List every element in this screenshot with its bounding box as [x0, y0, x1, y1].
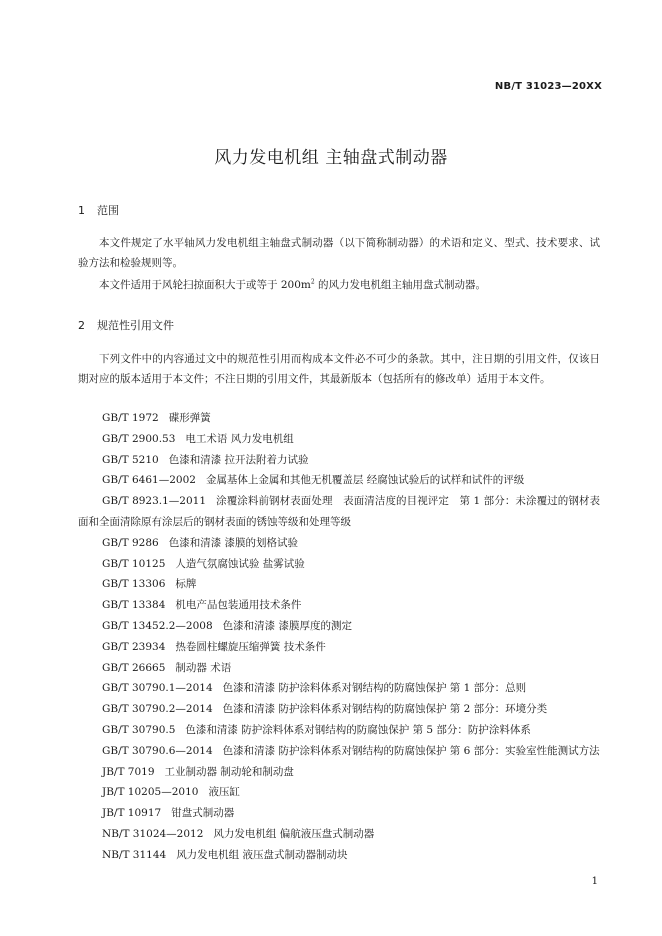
reference-code: GB/T 30790.5	[102, 723, 176, 736]
reference-title: 色漆和清漆 防护涂料体系对钢结构的防腐蚀保护 第 1 部分：总则	[222, 682, 527, 695]
reference-title: 色漆和清漆 拉开法附着力试验	[168, 453, 309, 466]
document-title: 风力发电机组 主轴盘式制动器	[214, 148, 448, 168]
reference-title: 金属基体上金属和其他无机覆盖层 经腐蚀试验后的试样和试件的评级	[205, 474, 525, 487]
reference-title: 风力发电机组 液压盘式制动器制动块	[176, 848, 348, 861]
reference-code: GB/T 2900.53	[102, 432, 176, 445]
reference-code: NB/T 31144	[102, 848, 167, 861]
section-number: 1	[78, 204, 85, 217]
reference-code: JB/T 10205—2010	[102, 786, 199, 799]
reference-code: GB/T 8923.1—2011	[102, 495, 207, 508]
reference-item	[78, 554, 600, 575]
reference-code: GB/T 30790.6—2014	[102, 744, 213, 757]
reference-title: 色漆和清漆 防护涂料体系对钢结构的防腐蚀保护 第 2 部分：环境分类	[222, 703, 548, 716]
reference-title: 制动器 术语	[175, 661, 232, 674]
reference-title: 液压缸	[208, 786, 240, 799]
section-number: 2	[78, 319, 85, 332]
reference-item	[78, 637, 600, 658]
reference-item	[78, 803, 600, 824]
reference-title: 色漆和清漆 防护涂料体系对钢结构的防腐蚀保护 第 6 部分：实验室性能测试方法	[222, 744, 600, 757]
reference-title: 人造气氛腐蚀试验 盐雾试验	[175, 557, 305, 570]
reference-code: JB/T 7019	[102, 765, 155, 778]
reference-title: 碟形弹簧	[168, 412, 211, 424]
reference-code: GB/T 9286	[102, 536, 159, 549]
paragraph-text: 本文件规定了水平轴风力发电机组主轴盘式制动器（以下简称制动器）的术语和定义、型式、技术要求、试验方法和检验规则等。	[78, 237, 600, 269]
reference-code: GB/T 13306	[102, 578, 166, 591]
reference-item	[78, 450, 600, 471]
superscript-exponent: 2	[310, 278, 315, 286]
section-title: 范围	[97, 204, 119, 217]
paragraph-text-before: 本文件适用于风轮扫掠面积大于或等于 200m	[99, 279, 311, 291]
reference-item	[78, 678, 600, 699]
reference-list	[78, 408, 600, 866]
reference-item	[78, 845, 600, 866]
reference-code: GB/T 30790.1—2014	[102, 682, 213, 695]
section-heading-scope	[78, 202, 119, 218]
reference-code: NB/T 31024—2012	[102, 827, 204, 840]
reference-title: 色漆和清漆 漆膜厚度的测定	[222, 619, 352, 632]
paragraph-text-after: 的风力发电机组主轴用盘式制动器。	[314, 279, 487, 291]
section-heading-normative-references	[78, 317, 174, 333]
reference-code: GB/T 13452.2—2008	[102, 619, 213, 632]
reference-code: GB/T 10125	[102, 557, 166, 570]
reference-title: 标牌	[175, 578, 197, 591]
scope-paragraph-1	[78, 234, 600, 273]
reference-item	[78, 408, 600, 429]
reference-code: GB/T 5210	[102, 453, 159, 466]
reference-title: 工业制动器 制动轮和制动盘	[164, 765, 294, 778]
reference-item	[78, 616, 600, 637]
reference-item	[78, 782, 600, 803]
reference-title: 电工术语 风力发电机组	[185, 432, 294, 445]
reference-item	[78, 762, 600, 783]
section-title: 规范性引用文件	[97, 319, 174, 332]
reference-code: GB/T 26665	[102, 661, 166, 674]
reference-item	[78, 658, 600, 679]
reference-code: GB/T 1972	[102, 412, 159, 424]
reference-item	[78, 429, 600, 450]
reference-code: JB/T 10917	[102, 807, 162, 820]
reference-item	[78, 491, 600, 533]
scope-paragraph-2	[78, 276, 600, 296]
reference-item	[78, 741, 600, 762]
reference-item	[78, 595, 600, 616]
reference-item	[78, 574, 600, 595]
reference-title: 涂覆涂料前钢材表面处理 表面清洁度的目视评定 第 1 部分：未涂覆过的钢材表面和全面清除原有涂层后的钢材表面的锈蚀等级和处理等级	[78, 495, 600, 528]
reference-item	[78, 470, 600, 491]
reference-code: GB/T 23934	[102, 640, 166, 653]
reference-code: GB/T 6461—2002	[102, 474, 196, 487]
normative-intro-paragraph	[78, 350, 600, 389]
reference-title: 钳盘式制动器	[171, 807, 235, 820]
standard-code: NB/T 31023—20XX	[494, 81, 602, 92]
reference-item	[78, 824, 600, 845]
reference-title: 风力发电机组 偏航液压盘式制动器	[213, 827, 375, 840]
reference-title: 色漆和清漆 防护涂料体系对钢结构的防腐蚀保护 第 5 部分：防护涂料体系	[185, 723, 531, 736]
reference-item	[78, 720, 600, 741]
reference-code: GB/T 13384	[102, 599, 166, 612]
reference-title: 色漆和清漆 漆膜的划格试验	[168, 536, 299, 549]
page-number: 1	[591, 876, 598, 887]
reference-item	[78, 699, 600, 720]
reference-title: 机电产品包装通用技术条件	[175, 599, 302, 612]
reference-item	[78, 533, 600, 554]
paragraph-text: 下列文件中的内容通过文中的规范性引用而构成本文件必不可少的条款。其中，注日期的引用文件，仅该日期对应的版本适用于本文件；不注日期的引用文件，其最新版本（包括所有的修改单）适用于本文件。	[78, 353, 600, 385]
paragraph-text	[78, 276, 600, 296]
reference-title: 热卷圆柱螺旋压缩弹簧 技术条件	[175, 640, 326, 653]
reference-code: GB/T 30790.2—2014	[102, 703, 213, 716]
